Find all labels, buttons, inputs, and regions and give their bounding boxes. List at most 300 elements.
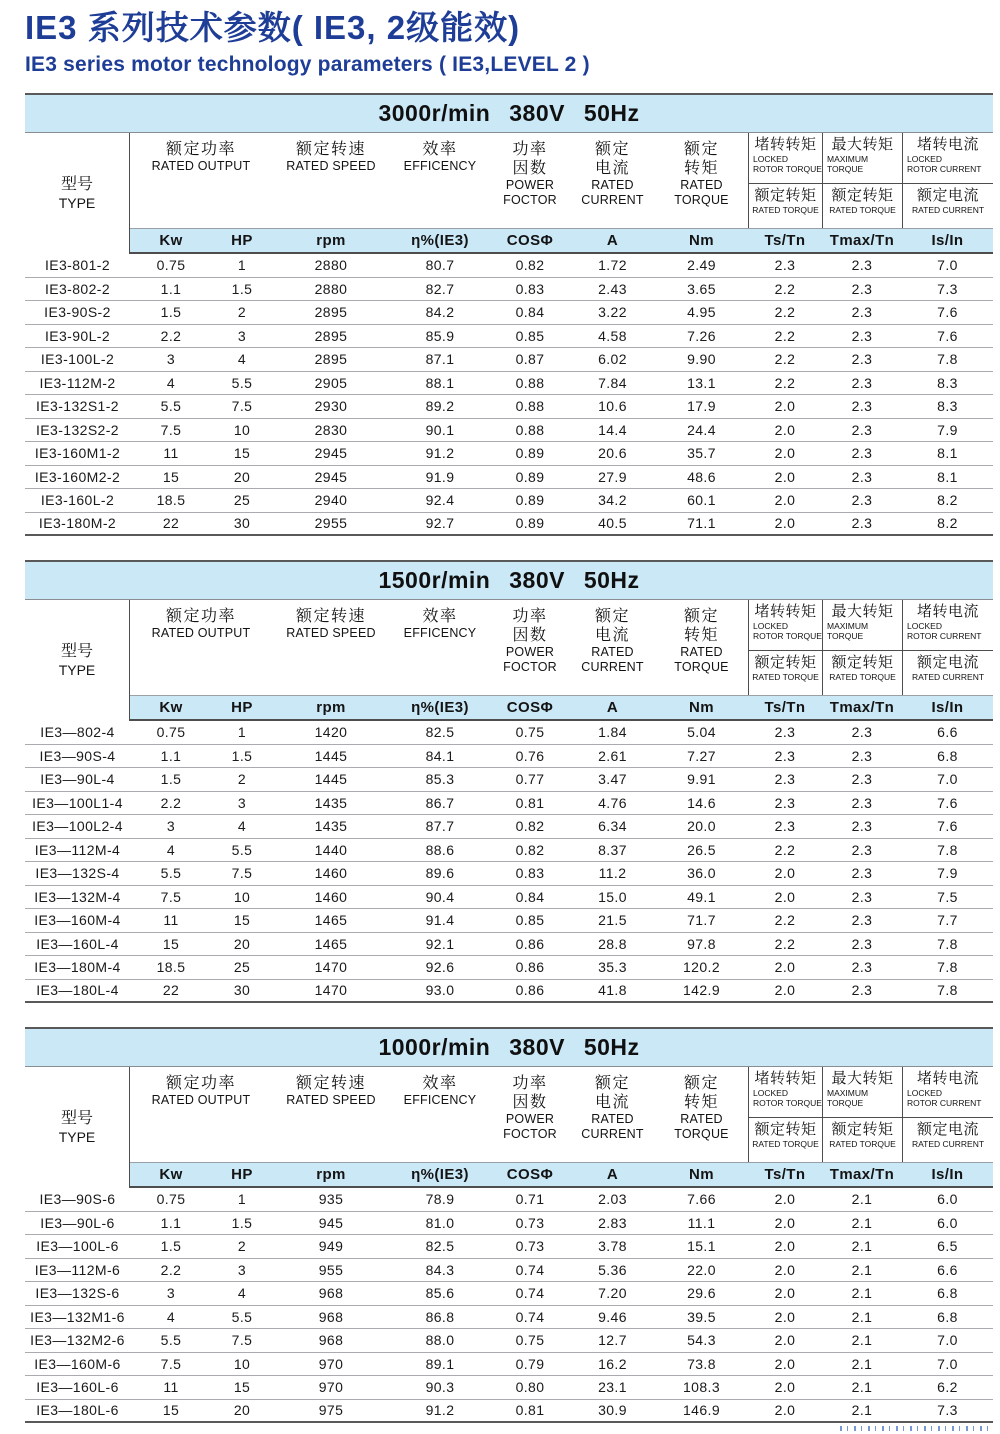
model-cell: IE3—802-4 [40, 724, 115, 741]
table-row [25, 466, 993, 490]
value-cell: 2.3 [851, 982, 873, 999]
value-cell: 3.65 [687, 280, 716, 297]
value-cell: 84.2 [425, 304, 455, 321]
value-cell: 5.36 [598, 1261, 627, 1278]
value-cell: 2945 [314, 468, 348, 485]
value-cell: 7.0 [937, 257, 958, 274]
value-cell: 34.2 [598, 492, 627, 509]
value-cell: 27.9 [598, 468, 627, 485]
value-cell: 6.34 [598, 818, 627, 835]
unit-nm: Nm [655, 228, 748, 252]
value-cell: 5.5 [160, 865, 182, 882]
value-cell: 88.6 [425, 841, 455, 858]
unit-efficiency: η%(IE3) [390, 1162, 490, 1186]
value-cell: 90.4 [425, 888, 455, 905]
value-cell: 2.0 [774, 1332, 796, 1349]
value-cell: 7.5 [937, 888, 958, 905]
value-cell: 7.8 [937, 351, 958, 368]
column-header-maximum-torque-ratio: 最大转矩 MAXIMUM TORQUE 额定转矩 RATED TORQUE [822, 600, 902, 695]
value-cell: 2880 [314, 257, 348, 274]
value-cell: 0.83 [515, 280, 545, 297]
table-body [25, 721, 993, 1003]
value-cell: 1.5 [231, 1214, 253, 1231]
value-cell: 88.0 [425, 1332, 455, 1349]
value-cell: 2.0 [774, 1191, 796, 1208]
model-cell: IE3-180M-2 [38, 515, 117, 532]
table-row [25, 513, 993, 537]
value-cell: 82.5 [425, 724, 455, 741]
value-cell: 2.49 [687, 257, 716, 274]
header-group-row [25, 1067, 993, 1162]
value-cell: 5.5 [160, 1332, 182, 1349]
value-cell: 25 [233, 959, 251, 976]
value-cell: 1445 [314, 771, 348, 788]
value-cell: 2.0 [774, 492, 796, 509]
value-cell: 7.5 [160, 888, 182, 905]
value-cell: 2.0 [774, 445, 796, 462]
value-cell: 2880 [314, 280, 348, 297]
table-header [25, 600, 993, 721]
value-cell: 15 [162, 935, 180, 952]
unit-cos-phi: COSΦ [490, 1162, 570, 1186]
table-row [25, 815, 993, 839]
table-row [25, 745, 993, 769]
value-cell: 10.6 [598, 398, 627, 415]
value-cell: 2.1 [851, 1238, 873, 1255]
table-row [25, 909, 993, 933]
value-cell: 0.84 [515, 304, 545, 321]
value-cell: 7.6 [937, 304, 958, 321]
table-row [25, 1235, 993, 1259]
value-cell: 89.2 [425, 398, 455, 415]
model-cell: IE3—112M-6 [34, 1261, 121, 1278]
column-header-rated-current: 额定 电流 RATED CURRENT [581, 141, 644, 207]
table-row [25, 1188, 993, 1212]
value-cell: 0.86 [515, 935, 545, 952]
unit-ts-tn: Ts/Tn [748, 1162, 822, 1186]
value-cell: 97.8 [687, 935, 716, 952]
value-cell: 1.5 [160, 304, 182, 321]
value-cell: 87.1 [425, 351, 455, 368]
column-header-rated-output: 额定功率 RATED OUTPUT [151, 608, 251, 640]
model-cell: IE3—160L-6 [36, 1379, 119, 1396]
unit-cos-phi: COSΦ [490, 228, 570, 252]
unit-rpm: rpm [272, 1162, 390, 1186]
value-cell: 0.84 [515, 888, 545, 905]
value-cell: 2.1 [851, 1261, 873, 1278]
value-cell: 2.3 [851, 747, 873, 764]
value-cell: 2.2 [774, 351, 796, 368]
column-header-rated-current: 额定 电流 RATED CURRENT [581, 1075, 644, 1141]
value-cell: 8.3 [937, 398, 958, 415]
value-cell: 88.1 [425, 374, 455, 391]
value-cell: 935 [318, 1191, 344, 1208]
table-header [25, 133, 993, 254]
table-header [25, 1067, 993, 1188]
units-row [25, 228, 993, 254]
value-cell: 22 [162, 515, 180, 532]
value-cell: 15.1 [687, 1238, 716, 1255]
model-cell: IE3-100L-2 [40, 351, 115, 368]
table-row [25, 325, 993, 349]
value-cell: 0.79 [515, 1355, 545, 1372]
value-cell: 7.8 [937, 935, 958, 952]
value-cell: 0.86 [515, 959, 545, 976]
column-header-locked-rotor-current-ratio: 堵转电流 LOCKED ROTOR CURRENT 额定电流 RATED CURRENT [902, 1067, 993, 1162]
value-cell: 2.3 [851, 935, 873, 952]
table-row [25, 886, 993, 910]
value-cell: 6.6 [937, 724, 958, 741]
table-row [25, 956, 993, 980]
value-cell: 20 [233, 468, 251, 485]
value-cell: 30.9 [598, 1402, 627, 1419]
value-cell: 5.5 [160, 398, 182, 415]
value-cell: 0.75 [156, 257, 186, 274]
speed-banner [25, 560, 993, 600]
model-cell: IE3—160M-6 [34, 1355, 121, 1372]
table-body [25, 254, 993, 536]
table-row [25, 301, 993, 325]
value-cell: 7.9 [937, 421, 958, 438]
value-cell: 3 [166, 351, 176, 368]
value-cell: 1 [237, 257, 247, 274]
speed-table-section [25, 1027, 993, 1423]
table-body [25, 1188, 993, 1423]
value-cell: 1 [237, 724, 247, 741]
value-cell: 2.3 [851, 841, 873, 858]
unit-tmax-tn: Tmax/Tn [822, 695, 902, 719]
value-cell: 4 [237, 818, 247, 835]
value-cell: 4 [166, 841, 176, 858]
value-cell: 2895 [314, 304, 348, 321]
value-cell: 2.43 [598, 280, 627, 297]
value-cell: 1.5 [160, 771, 182, 788]
value-cell: 5.04 [687, 724, 716, 741]
value-cell: 0.82 [515, 841, 545, 858]
value-cell: 2.3 [851, 724, 873, 741]
value-cell: 142.9 [682, 982, 721, 999]
value-cell: 2945 [314, 445, 348, 462]
value-cell: 7.5 [160, 421, 182, 438]
value-cell: 1.5 [160, 1238, 182, 1255]
column-header-rated-speed: 额定转速 RATED SPEED [286, 141, 376, 173]
value-cell: 0.89 [515, 445, 545, 462]
value-cell: 17.9 [687, 398, 716, 415]
value-cell: 0.87 [515, 351, 545, 368]
model-cell: IE3-132S1-2 [35, 398, 119, 415]
unit-rpm: rpm [272, 228, 390, 252]
value-cell: 7.0 [937, 771, 958, 788]
table-row [25, 395, 993, 419]
table-row [25, 419, 993, 443]
value-cell: 1.5 [231, 747, 253, 764]
speed-table-section [25, 93, 993, 536]
table-row [25, 372, 993, 396]
value-cell: 8.3 [937, 374, 958, 391]
value-cell: 7.9 [937, 865, 958, 882]
model-cell: IE3-90L-2 [44, 327, 111, 344]
value-cell: 40.5 [598, 515, 627, 532]
value-cell: 2.1 [851, 1214, 873, 1231]
column-header-efficiency: 效率 EFFICENCY [403, 608, 477, 640]
model-cell: IE3—180L-6 [36, 1402, 119, 1419]
page-title: IE3 系列技术参数( IE3, 2级能效) [25, 9, 521, 46]
value-cell: 2.0 [774, 1308, 796, 1325]
value-cell: 1.72 [598, 257, 627, 274]
value-cell: 6.02 [598, 351, 627, 368]
value-cell: 14.6 [687, 794, 716, 811]
value-cell: 20.6 [598, 445, 627, 462]
value-cell: 10 [233, 1355, 251, 1372]
value-cell: 11 [163, 445, 179, 462]
value-cell: 2.1 [851, 1379, 873, 1396]
value-cell: 80.7 [425, 257, 455, 274]
value-cell: 16.2 [598, 1355, 627, 1372]
value-cell: 2.0 [774, 959, 796, 976]
value-cell: 2.0 [774, 1355, 796, 1372]
value-cell: 2.0 [774, 1285, 796, 1302]
value-cell: 120.2 [682, 959, 721, 976]
value-cell: 2.3 [774, 771, 796, 788]
table-row [25, 721, 993, 745]
model-cell: IE3—180M-4 [34, 959, 121, 976]
value-cell: 18.5 [156, 492, 186, 509]
value-cell: 28.8 [598, 935, 627, 952]
value-cell: 2 [237, 304, 247, 321]
table-row [25, 1329, 993, 1353]
column-header-maximum-torque-ratio: 最大转矩 MAXIMUM TORQUE 额定转矩 RATED TORQUE [822, 1067, 902, 1162]
value-cell: 968 [318, 1308, 344, 1325]
value-cell: 36.0 [687, 865, 716, 882]
header-group-row [25, 133, 993, 228]
model-cell: IE3—112M-4 [34, 841, 121, 858]
value-cell: 92.7 [425, 515, 455, 532]
value-cell: 93.0 [425, 982, 455, 999]
type-column-header [25, 1067, 130, 1188]
unit-kw: Kw [130, 1162, 212, 1186]
value-cell: 7.3 [937, 1402, 958, 1419]
unit-is-in: Is/In [902, 695, 993, 719]
table-row [25, 839, 993, 863]
value-cell: 2.3 [851, 912, 873, 929]
value-cell: 2.3 [851, 959, 873, 976]
model-cell: IE3—132S-6 [35, 1285, 120, 1302]
column-header-power-factor: 功率 因数 POWER FOCTOR [503, 1075, 557, 1141]
value-cell: 2.1 [851, 1285, 873, 1302]
value-cell: 20.0 [687, 818, 716, 835]
value-cell: 71.7 [687, 912, 716, 929]
value-cell: 2940 [314, 492, 348, 509]
speed-banner [25, 93, 993, 133]
value-cell: 6.8 [937, 1308, 958, 1325]
value-cell: 970 [318, 1379, 344, 1396]
column-header-efficiency: 效率 EFFICENCY [403, 1075, 477, 1107]
value-cell: 82.5 [425, 1238, 455, 1255]
value-cell: 3 [237, 327, 247, 344]
value-cell: 91.9 [425, 468, 455, 485]
value-cell: 2.3 [774, 794, 796, 811]
value-cell: 6.0 [937, 1214, 958, 1231]
value-cell: 41.8 [598, 982, 627, 999]
value-cell: 15 [233, 912, 251, 929]
value-cell: 89.6 [425, 865, 455, 882]
value-cell: 9.91 [687, 771, 716, 788]
model-cell: IE3—132S-4 [35, 865, 120, 882]
value-cell: 71.1 [687, 515, 716, 532]
column-header-maximum-torque-ratio: 最大转矩 MAXIMUM TORQUE 额定转矩 RATED TORQUE [822, 133, 902, 228]
value-cell: 7.5 [160, 1355, 182, 1372]
value-cell: 0.89 [515, 468, 545, 485]
value-cell: 86.8 [425, 1308, 455, 1325]
table-row [25, 254, 993, 278]
value-cell: 7.20 [598, 1285, 627, 1302]
value-cell: 2.0 [774, 1238, 796, 1255]
table-row [25, 1400, 993, 1424]
value-cell: 85.9 [425, 327, 455, 344]
value-cell: 2.1 [851, 1402, 873, 1419]
value-cell: 2895 [314, 327, 348, 344]
type-label-cn: 型号 [60, 176, 93, 193]
model-cell: IE3—100L1-4 [32, 794, 123, 811]
unit-cos-phi: COSΦ [490, 695, 570, 719]
value-cell: 949 [318, 1238, 344, 1255]
unit-efficiency: η%(IE3) [390, 228, 490, 252]
value-cell: 0.76 [515, 747, 545, 764]
model-cell: IE3-802-2 [44, 280, 111, 297]
column-header-locked-rotor-torque-ratio: 堵转转矩 LOCKED ROTOR TORQUE 额定转矩 RATED TORQUE [748, 600, 822, 695]
value-cell: 0.89 [515, 515, 545, 532]
value-cell: 0.74 [515, 1308, 545, 1325]
value-cell: 60.1 [687, 492, 716, 509]
value-cell: 2.2 [774, 935, 796, 952]
model-cell: IE3-160M2-2 [34, 468, 121, 485]
value-cell: 0.82 [515, 818, 545, 835]
model-cell: IE3—90L-6 [40, 1214, 115, 1231]
page-subtitle: IE3 series motor technology parameters ( IE3,LEVEL 2 ) [25, 53, 590, 76]
value-cell: 7.8 [937, 841, 958, 858]
value-cell: 2.2 [160, 1261, 182, 1278]
value-cell: 90.1 [425, 421, 455, 438]
value-cell: 2.3 [851, 374, 873, 391]
value-cell: 2830 [314, 421, 348, 438]
type-label-cn: 型号 [60, 1110, 93, 1127]
unit-is-in: Is/In [902, 1162, 993, 1186]
value-cell: 968 [318, 1332, 344, 1349]
table-row [25, 1259, 993, 1283]
unit-is-in: Is/In [902, 228, 993, 252]
value-cell: 0.74 [515, 1285, 545, 1302]
value-cell: 2.1 [851, 1332, 873, 1349]
column-header-power-factor: 功率 因数 POWER FOCTOR [503, 608, 557, 674]
value-cell: 2.2 [774, 327, 796, 344]
model-cell: IE3—132M-4 [34, 888, 121, 905]
value-cell: 975 [318, 1402, 344, 1419]
value-cell: 2955 [314, 515, 348, 532]
model-cell: IE3—90S-6 [39, 1191, 116, 1208]
unit-tmax-tn: Tmax/Tn [822, 1162, 902, 1186]
value-cell: 2.0 [774, 1214, 796, 1231]
value-cell: 11.1 [687, 1214, 716, 1231]
value-cell: 1465 [314, 935, 348, 952]
column-header-locked-rotor-torque-ratio: 堵转转矩 LOCKED ROTOR TORQUE 额定转矩 RATED TORQUE [748, 1067, 822, 1162]
type-column-header [25, 600, 130, 721]
value-cell: 4.95 [687, 304, 716, 321]
value-cell: 8.2 [937, 492, 958, 509]
value-cell: 0.85 [515, 327, 545, 344]
value-cell: 4 [166, 1308, 176, 1325]
value-cell: 2.0 [774, 1261, 796, 1278]
value-cell: 4.76 [598, 794, 627, 811]
table-row [25, 1353, 993, 1377]
model-cell: IE3—160L-4 [36, 935, 119, 952]
value-cell: 0.86 [515, 982, 545, 999]
value-cell: 0.71 [515, 1191, 545, 1208]
value-cell: 2.0 [774, 865, 796, 882]
unit-ampere: A [570, 695, 655, 719]
value-cell: 29.6 [687, 1285, 716, 1302]
value-cell: 2.3 [851, 888, 873, 905]
column-header-rated-output: 额定功率 RATED OUTPUT [151, 141, 251, 173]
value-cell: 11 [163, 1379, 179, 1396]
model-cell: IE3—180L-4 [36, 982, 119, 999]
value-cell: 1470 [314, 959, 348, 976]
value-cell: 0.83 [515, 865, 545, 882]
table-row [25, 489, 993, 513]
unit-ts-tn: Ts/Tn [748, 228, 822, 252]
value-cell: 24.4 [687, 421, 716, 438]
value-cell: 945 [318, 1214, 344, 1231]
value-cell: 92.6 [425, 959, 455, 976]
value-cell: 10 [233, 421, 251, 438]
value-cell: 20 [233, 935, 251, 952]
value-cell: 0.85 [515, 912, 545, 929]
value-cell: 0.88 [515, 374, 545, 391]
type-column-header [25, 133, 130, 254]
value-cell: 86.7 [425, 794, 455, 811]
table-row [25, 1376, 993, 1400]
model-cell: IE3—100L2-4 [32, 818, 123, 835]
value-cell: 2.0 [774, 468, 796, 485]
header-group-row [25, 600, 993, 695]
value-cell: 3 [166, 818, 176, 835]
value-cell: 1465 [314, 912, 348, 929]
model-cell: IE3—132M1-6 [30, 1308, 125, 1325]
value-cell: 2.3 [851, 280, 873, 297]
model-cell: IE3—160M-4 [34, 912, 121, 929]
value-cell: 2.0 [774, 982, 796, 999]
value-cell: 54.3 [687, 1332, 716, 1349]
value-cell: 8.37 [598, 841, 627, 858]
value-cell: 2.61 [598, 747, 627, 764]
value-cell: 6.2 [937, 1379, 958, 1396]
value-cell: 2930 [314, 398, 348, 415]
value-cell: 91.2 [425, 1402, 455, 1419]
value-cell: 0.77 [515, 771, 545, 788]
value-cell: 0.75 [515, 1332, 545, 1349]
column-header-rated-speed: 额定转速 RATED SPEED [286, 608, 376, 640]
unit-kw: Kw [130, 228, 212, 252]
value-cell: 7.0 [937, 1332, 958, 1349]
value-cell: 14.4 [598, 421, 627, 438]
value-cell: 2.3 [851, 257, 873, 274]
unit-efficiency: η%(IE3) [390, 695, 490, 719]
value-cell: 49.1 [687, 888, 716, 905]
value-cell: 2 [237, 1238, 247, 1255]
value-cell: 4.58 [598, 327, 627, 344]
value-cell: 2.83 [598, 1214, 627, 1231]
unit-ampere: A [570, 228, 655, 252]
value-cell: 4 [237, 1285, 247, 1302]
